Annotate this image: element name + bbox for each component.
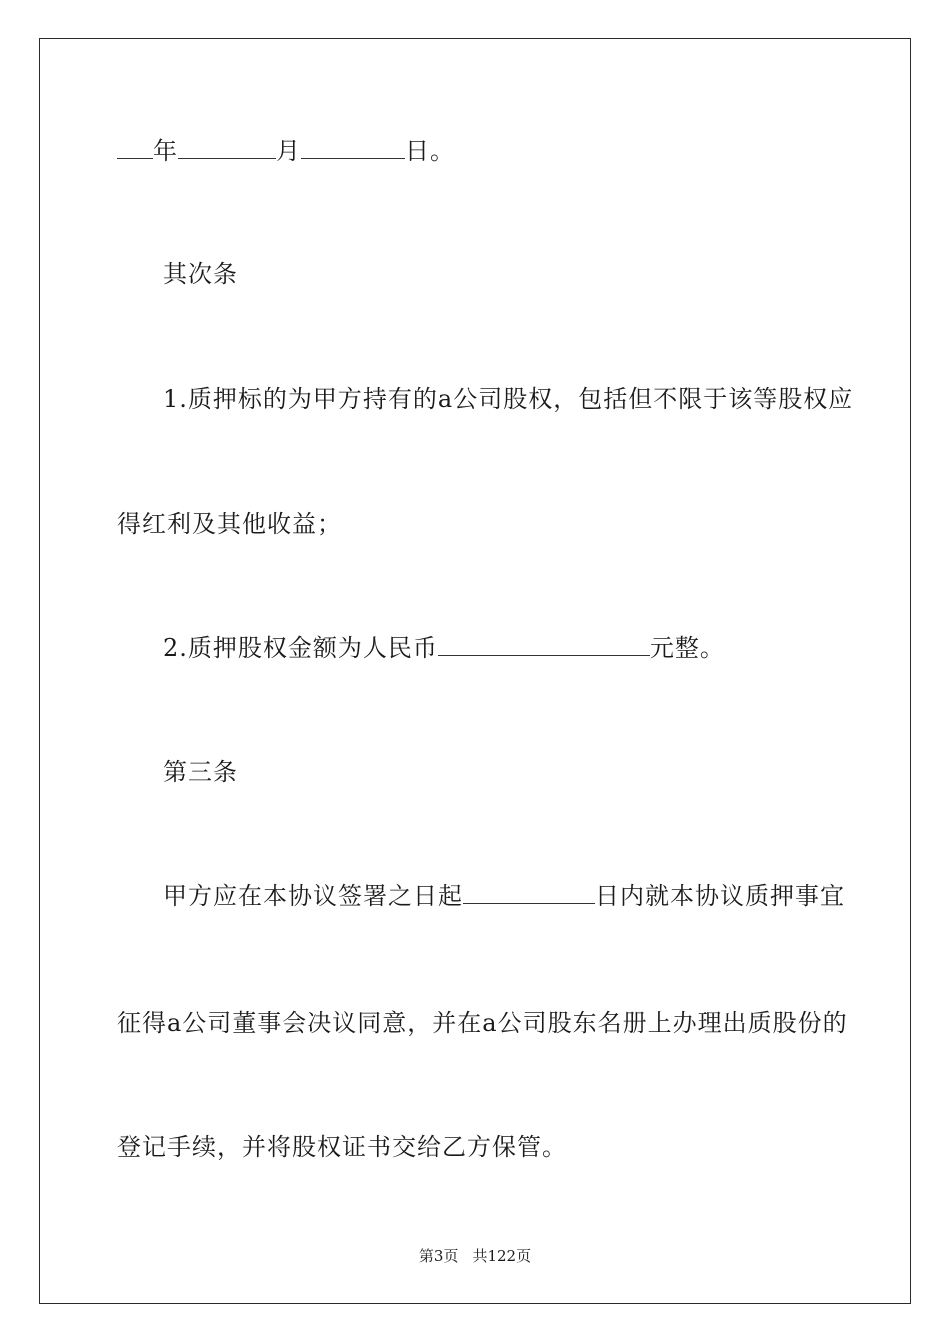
- item-2-text-after: 元整。: [649, 634, 725, 662]
- page-footer: [0, 1246, 950, 1266]
- item-2-text-before: 2.质押股权金额为人民币: [163, 634, 438, 662]
- amount-blank[interactable]: [438, 633, 650, 656]
- day-label: 日。: [405, 137, 455, 165]
- month-label: 月: [276, 137, 301, 165]
- year-blank[interactable]: [117, 136, 153, 159]
- article-3-line-1: [163, 881, 845, 911]
- article-2-heading: 其次条: [163, 260, 238, 288]
- page-border: [39, 38, 911, 1304]
- article-3-heading: 第三条: [163, 758, 238, 786]
- month-blank[interactable]: [178, 136, 276, 159]
- item-1-line-1: 1.质押标的为甲方持有的a公司股权，包括但不限于该等股权应: [163, 385, 854, 413]
- article-3-text-after: 日内就本协议质押事宜: [595, 882, 845, 910]
- days-blank[interactable]: [463, 881, 595, 904]
- article-3-line-2: 征得a公司董事会决议同意，并在a公司股东名册上办理出质股份的: [117, 1009, 848, 1037]
- item-1-line-2: 得红利及其他收益；: [117, 510, 342, 538]
- total-pages: 共122页: [472, 1247, 532, 1265]
- item-2-line: [163, 633, 725, 663]
- date-line: [117, 136, 455, 166]
- year-label: 年: [153, 137, 178, 165]
- page-number: 第3页: [418, 1247, 459, 1265]
- day-blank[interactable]: [301, 136, 405, 159]
- article-3-line-3: 登记手续，并将股权证书交给乙方保管。: [117, 1133, 567, 1161]
- article-3-text-before: 甲方应在本协议签署之日起: [163, 882, 463, 910]
